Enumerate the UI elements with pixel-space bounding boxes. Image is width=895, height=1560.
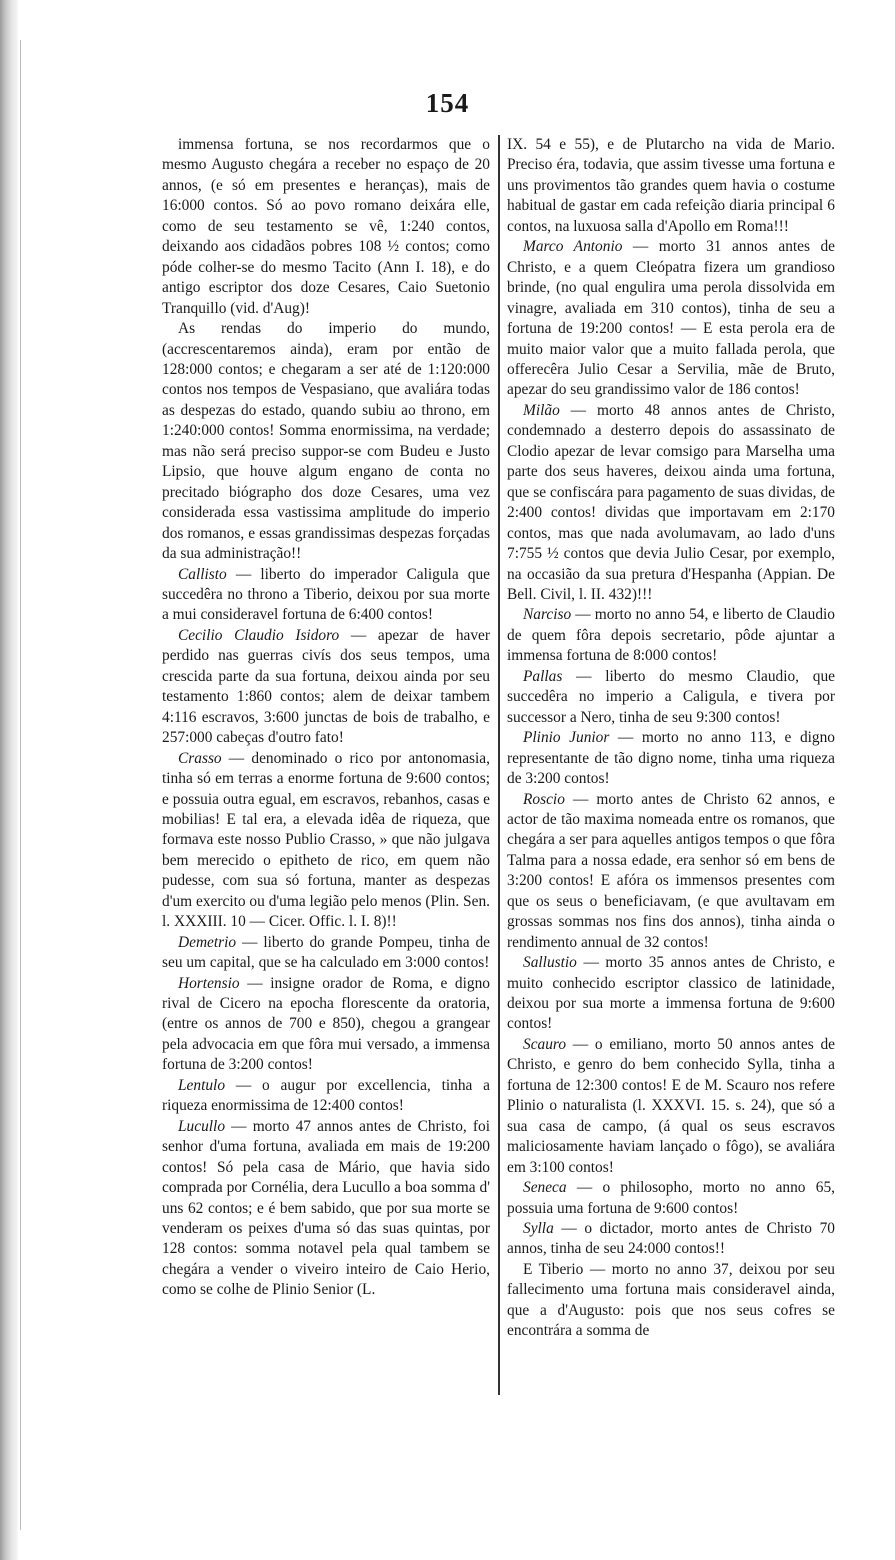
book-binding-edge xyxy=(0,0,18,1560)
paragraph-text: — o dictador, morto antes de Christo 70 annos, tinha de seu 24:000 contos!! xyxy=(507,1220,835,1258)
paragraph xyxy=(507,401,835,606)
paragraph xyxy=(507,1219,835,1260)
paragraph-text: — morto 47 annos antes de Christo, foi senhor d'uma fortuna, avaliada em mais de 19:200 contos! Só pela casa de Mário, que havia sido comprada por Cornélia, dera Lucullo a boa somma d' uns 62 contos; e é bem sabido, que por sua morte se venderam os peixes d'uma só das suas quintas, por 128 contos: somma notavel pela qual tambem se chegára a vender o viveiro inteiro de Caio Herio, como se colhe de Plinio Senior (L. xyxy=(162,1117,490,1299)
paragraph-text: — denominado o rico por antonomasia, tinha só em terras a enorme fortuna de 9:600 contos; e possuia outra egual, em escravos, rebanhos, casas e mobilias! E tal era, a elevada idêa de riqueza, que formava este nosso Publio Crasso, » que não julgava bem merecido o epitheto de rico, em quem não pudesse, com sua só fortuna, manter as despezas d'um exercito ou d'uma legião pelo menos (Plin. Sen. l. XXXIII. 10 — Cicer. Offic. l. I. 8)!! xyxy=(162,749,490,931)
entry-name: Sallustio xyxy=(523,954,577,972)
paragraph xyxy=(507,790,835,954)
paragraph-text: — morto no anno 54, e liberto de Claudio de quem fôra depois secretario, pôde ajuntar a immensa fortuna de 8:000 contos! xyxy=(507,606,835,665)
paragraph xyxy=(507,667,835,728)
paragraph-text: — apezar de haver perdido nas guerras civís dos seus tempos, uma crescida parte da sua fortuna, deixou ainda por seu testamento 1:860 contos; alem de deixar tambem 4:116 escravos, 3:600 junctas de bois de trabalho, e 257:000 cabeças d'outro fato! xyxy=(162,626,490,747)
entry-name: Sylla xyxy=(523,1220,554,1238)
entry-name: Lentulo xyxy=(178,1076,226,1094)
paragraph xyxy=(507,728,835,789)
paragraph xyxy=(162,1117,490,1301)
entry-name: Callisto xyxy=(178,565,227,583)
paragraph xyxy=(507,237,835,401)
entry-name: Marco Antonio xyxy=(523,238,623,256)
paragraph-text: — liberto do mesmo Claudio, que succedêra no imperio a Caligula, e tivera por successor a Nero, tinha de seu 9:300 contos! xyxy=(507,667,835,726)
paragraph xyxy=(162,1076,490,1117)
paragraph-text: IX. 54 e 55), e de Plutarcho na vida de Mario. Preciso éra, todavia, que assim tivesse uma fortuna e uns provimentos tão grandes quem havia o costume habitual de gastar em cada refeição diaria principal 6 contos, na luxuosa salla d'Apollo em Roma!!! xyxy=(507,136,835,235)
paragraph xyxy=(162,749,490,933)
paragraph xyxy=(507,1178,835,1219)
entry-name: Lucullo xyxy=(178,1117,226,1135)
left-text-column xyxy=(162,135,490,1301)
entry-name: Crasso xyxy=(178,749,222,767)
entry-name: Demetrio xyxy=(178,933,237,951)
paragraph xyxy=(162,319,490,564)
paragraph xyxy=(162,565,490,626)
paragraph xyxy=(162,933,490,974)
entry-name: Pallas xyxy=(523,667,563,685)
entry-name: Hortensio xyxy=(178,974,240,992)
entry-name: Seneca xyxy=(523,1179,567,1197)
paragraph-text: — o augur por excellencia, tinha a riqueza enormissima de 12:400 contos! xyxy=(162,1076,490,1115)
paragraph xyxy=(507,953,835,1035)
entry-name: Narciso xyxy=(523,606,572,624)
paragraph-text: immensa fortuna, se nos recordarmos que o mesmo Augusto chegára a receber no espaço de 20 annos, (e só em presentes e heranças), mais de 16:000 contos. Só ao povo romano deixára elle, como de seu testamento se vê, 1:240 contos, deixando aos cidadãos pobres 108 ½ contos; como póde colher-se do mesmo Tacito (Ann I. 18), e do antigo escriptor dos doze Cesares, Caio Suetonio Tranquillo (vid. d'Aug)! xyxy=(162,136,490,317)
paragraph-text: — liberto do imperador Caligula que succedêra no throno a Tiberio, deixou por sua morte a mui consideravel fortuna de 6:400 contos! xyxy=(162,565,490,624)
paragraph-text: E Tiberio — morto no anno 37, deixou por seu fallecimento uma fortuna mais consideravel ainda, que a d'Augusto: pois que nos seus cofres se encontrára a somma de xyxy=(507,1260,835,1340)
paragraph-text: — morto no anno 113, e digno representante de tão digno nome, tinha uma riqueza de 3:200 contos! xyxy=(507,729,835,788)
page-number: 154 xyxy=(425,88,470,118)
paragraph-text: — liberto do grande Pompeu, tinha de seu um capital, que se ha calculado em 3:000 contos! xyxy=(162,933,490,972)
paragraph-text: — insigne orador de Roma, e digno rival de Cicero na epocha florescente da oratoria, (entre os annos de 700 e 850), chegou a grangear pela advocacia em que fôra mui versado, a immensa fortuna de 3:200 contos! xyxy=(162,974,490,1074)
paragraph-text: — morto antes de Christo 62 annos, e actor de tão maxima nomeada entre os romanos, que chegára a ser para aquelles antigos tempos o que fôra Talma para a nossa edade, era senhor só em bens de 3:200 contos! E afóra os immensos presentes com que os seus o beneficiavam, (e que avultavam em grossas sommas nos fins dos annos), tinha ainda o rendimento annual de 32 contos! xyxy=(507,790,835,951)
entry-name: Roscio xyxy=(523,790,565,808)
paragraph-text: — o philosopho, morto no anno 65, possuia uma fortuna de 9:600 contos! xyxy=(507,1179,835,1217)
paragraph xyxy=(507,605,835,666)
paragraph xyxy=(162,135,490,319)
gutter-line xyxy=(20,40,21,1530)
paragraph xyxy=(162,626,490,749)
paragraph xyxy=(162,974,490,1076)
paragraph-text: As rendas do imperio do mundo, (accrescentaremos ainda), eram por então de 128:000 contos; e chegaram a ser até de 1:120:000 contos nos tempos de Vespasiano, que avaliára todas as despezas do estado, quando subiu ao throno, em 1:240:000 contos! Somma enormissima, na verdade; mas não será preciso suppor-se com Budeu e Justo Lipsio, que houve algum engano de conta no precitado biógrapho dos doze Cesares, uma vez considerada essa vastissima amplitude do imperio dos romanos, e essas grandissimas despezas forçadas da sua administração!! xyxy=(162,320,490,563)
paragraph-text: — morto 35 annos antes de Christo, e muito conhecido escriptor classico de latinidade, deixou por sua morte a immensa fortuna de 9:600 contos! xyxy=(507,954,835,1033)
paragraph-text: — o emiliano, morto 50 annos antes de Christo, e genro do bem conhecido Sylla, tinha a fortuna de 12:300 contos! E de M. Scauro nos refere Plinio o naturalista (l. XXXVI. 15. s. 24), que só a sua casa de campo, (á qual os seus escravos maliciosamente haviam lançado o fôgo), se avaliára em 3:100 contos! xyxy=(507,1035,835,1176)
paragraph xyxy=(507,1260,835,1342)
entry-name: Cecilio Claudio Isidoro xyxy=(178,626,340,644)
right-text-column xyxy=(507,135,835,1342)
paragraph xyxy=(507,1035,835,1178)
entry-name: Milão xyxy=(523,401,560,419)
paragraph xyxy=(507,135,835,237)
entry-name: Scauro xyxy=(523,1035,567,1053)
column-divider xyxy=(498,135,500,1395)
paragraph-text: — morto 48 annos antes de Christo, condemnado a desterro depois do assassinato de Clodio apezar de levar comsigo para Marselha uma parte dos seus haveres, deixou ainda uma fortuna, que se confiscára para pagamento de suas dividas, de 2:400 contos! dividas que importavam em 2:170 contos, mas que nada avolumavam, ao lado d'uns 7:755 ½ contos que devia Julio Cesar, por exemplo, na occasião da sua pretura d'Hespanha (Appian. De Bell. Civil, l. II. 432)!!! xyxy=(507,401,835,603)
paragraph-text: — morto 31 annos antes de Christo, e a quem Cleópatra fizera um grandioso brinde, (no qual engulira uma perola dissolvida em vinagre, avaliada em 310 contos), tinha de seu a fortuna de 19:200 contos! — E esta perola era de muito maior valor que a muito fallada perola, que offerecêra Julio Cesar a Servilia, mãe de Bruto, apezar do seu grandissimo valor de 186 contos! xyxy=(507,238,836,399)
entry-name: Plinio Junior xyxy=(523,729,610,747)
